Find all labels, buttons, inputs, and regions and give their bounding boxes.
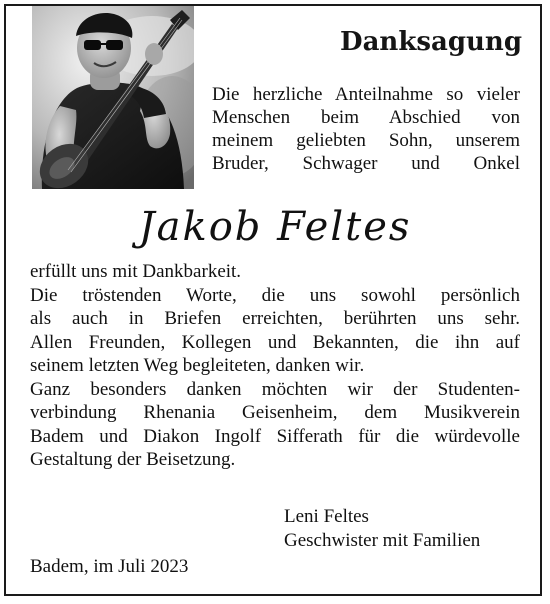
body-line: Gestaltung der Beisetzung. [30, 449, 236, 470]
body-line: verbindung Rhenania Geisenheim, dem Musikverein [30, 402, 520, 423]
intro-paragraph [212, 83, 520, 175]
signer-name: Leni Feltes [284, 506, 369, 527]
body-line: Badem und Diakon Ingolf Sifferath für die würdevolle [30, 425, 520, 447]
place-date: Badem, im Juli 2023 [30, 556, 189, 577]
page-title: Danksagung [340, 27, 522, 57]
intro-line: Menschen beim Abschied von [212, 107, 520, 128]
body-line: als auch in Briefen erreichten, berührten uns sehr. [30, 308, 520, 329]
body-paragraph [30, 260, 520, 472]
signer-name: Geschwister mit Familien [284, 530, 481, 551]
intro-line: Bruder, Schwager und Onkel [212, 153, 520, 174]
intro-line: meinem geliebten Sohn, unserem [212, 130, 520, 151]
portrait-photo [32, 6, 194, 189]
body-line: Allen Freunden, Kollegen und Bekannten, die ihn auf [30, 331, 520, 353]
signature-block [284, 505, 480, 553]
body-line: Ganz besonders danken möchten wir der Studenten- [30, 378, 520, 400]
body-line: erfüllt uns mit Dankbarkeit. [30, 261, 242, 282]
deceased-name: Jakob Feltes [138, 204, 412, 250]
body-line: Die tröstenden Worte, die uns sowohl persönlich [30, 284, 520, 306]
body-line: seinem letzten Weg begleiteten, danken wir. [30, 355, 365, 376]
intro-line: Die herzliche Anteilnahme so vieler [212, 84, 520, 105]
